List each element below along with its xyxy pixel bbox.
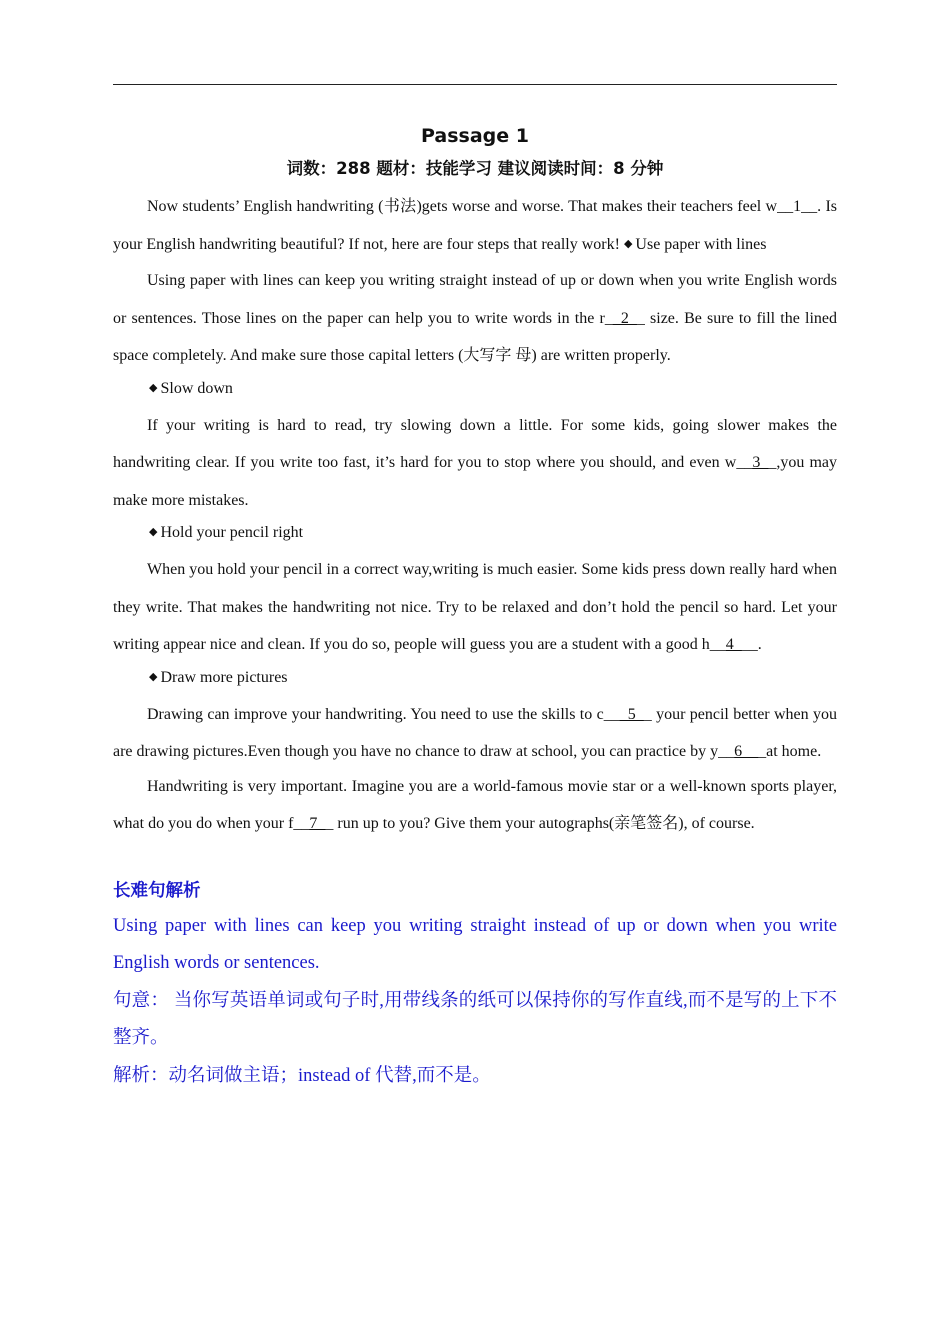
analysis-sentence: Using paper with lines can keep you writing straight instead of up or down when you write English words or sentences. (113, 915, 837, 973)
section-heading-hold-pencil: ◆ Hold your pencil right (149, 524, 304, 541)
passage-meta: 词数：288 题材：技能学习 建议阅读时间：8 分钟 (286, 159, 664, 178)
analysis-heading: 长难句解析 (113, 880, 201, 901)
paragraph-4 (113, 551, 837, 664)
diamond-bullet-icon: ◆ (149, 670, 158, 683)
paragraph-6 (113, 768, 837, 843)
analysis-explanation: 解析：动名词做主语；instead of 代替,而不是。 (113, 1065, 491, 1086)
diamond-bullet-icon: ◆ (623, 237, 633, 250)
paragraph-text: If your writing is hard to read, try slowing down a little. For some kids, going slower makes the handwriting clear. If you write too fast, it’s hard for you to stop where you should, and even w (113, 416, 837, 471)
sentence-analysis (113, 876, 837, 1096)
blank-2: __2__ (604, 309, 645, 327)
paragraph-text: Using paper with lines can keep you writing straight instead of up or down when you write English words or sentences. Those lines on the paper can help you to write words in the r (113, 272, 837, 327)
header-rule (113, 84, 837, 85)
section-heading-use-paper: Use paper with lines (635, 235, 767, 253)
paragraph-2 (113, 262, 837, 375)
paragraph-text: size. Be sure to fill the lined space completely. And make sure those capital letters (大写字 母) are written properly. (113, 309, 838, 364)
paragraph-text: . Is your English handwriting beautiful? If not, here are four steps that really work! (113, 198, 837, 253)
paragraph-5 (113, 696, 837, 771)
paragraph-text: Drawing can improve your handwriting. You need to use the skills to c (147, 705, 604, 723)
diamond-bullet-icon: ◆ (149, 381, 158, 394)
paragraph-text: . (757, 636, 762, 653)
paragraph-1 (113, 188, 837, 265)
paragraph-text: ,you may make more mistakes. (113, 454, 838, 509)
blank-7: __7__ (293, 815, 334, 832)
blank-4: __4___ (709, 636, 758, 653)
paragraph-text: your pencil better when you are drawing pictures.Even though you have no chance to draw at school, you can practice by y (113, 705, 838, 760)
paragraph-text: run up to you? Give them your autographs(亲笔签名), of course. (333, 815, 755, 832)
paragraph-text: Handwriting is very important. Imagine you are a world-famous movie star or a well-known sports player, what do you do when your f (113, 777, 837, 832)
analysis-meaning: 句意： 当你写英语单词或句子时,用带线条的纸可以保持你的写作直线,而不是写的上下不整齐。 (113, 990, 837, 1048)
blank-5: ___5__ (603, 705, 652, 723)
section-heading-slow-down: ◆ Slow down (149, 379, 233, 397)
blank-3: __3__ (736, 454, 777, 471)
diamond-bullet-icon: ◆ (149, 526, 158, 538)
passage-title: Passage 1 (421, 125, 529, 147)
section-heading-draw-pictures: ◆ Draw more pictures (149, 668, 288, 686)
blank-6: __6___ (718, 743, 767, 760)
blank-1: __1__ (777, 198, 818, 215)
paragraph-3 (113, 407, 837, 520)
paragraph-text: When you hold your pencil in a correct way,writing is much easier. Some kids press down really hard when they write. That makes the handwriting not nice. Try to be relaxed and don’t hold the pencil so hard. Let your writing appear nice and clean. If you do so, people will guess you are a student with a good h (113, 561, 837, 653)
paragraph-text: Now students’ English handwriting (书法)gets worse and worse. That makes their teachers feel w (147, 198, 778, 215)
document-body (113, 120, 837, 1095)
paragraph-text: at home. (766, 743, 822, 760)
